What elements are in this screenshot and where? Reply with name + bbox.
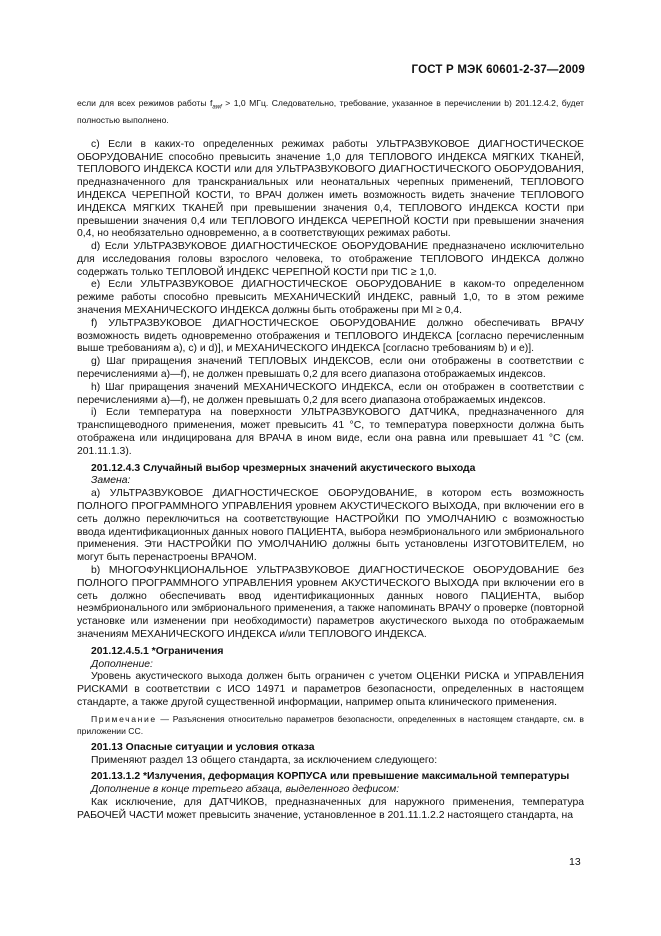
intro-continuation: [77, 97, 584, 127]
note-text: — Разъяснения относительно параметров безопасности, определенных в настоящем стандарте, см. в приложении СС.: [77, 713, 584, 736]
document-header: ГОСТ Р МЭК 60601-2-37—2009: [411, 64, 585, 76]
page-number: 13: [569, 856, 581, 868]
addition-end-label: Дополнение в конце третьего абзаца, выделенного дефисом:: [91, 784, 400, 796]
note-label: Примечание: [91, 713, 157, 724]
s12451-text: Уровень акустического выхода должен быть ограничен с учетом ОЦЕНКИ РИСКА и УПРАВЛЕНИЯ РИСКАМИ в соответствии с ИСО 14971 и параметров безопасности, определенных в настоящем стандарте, а также другой существенной информации, например опыта клинического применения.: [77, 671, 584, 708]
section-heading-201-12-4-5-1: 201.12.4.5.1 *Ограничения: [91, 645, 224, 657]
intro-post: > 1,0 МГц. Следовательно, требование, указанное в перечислении b) 201.12.4.2, будет полностью выполнено.: [77, 98, 584, 126]
section-heading-201-12-4-3: 201.12.4.3 Случайный выбор чрезмерных значений акустического выхода: [91, 462, 476, 474]
item-d: d) Если УЛЬТРАЗВУКОВОЕ ДИАГНОСТИЧЕСКОЕ ОБОРУДОВАНИЕ предназначено исключительно для исследования головы взрослого человека, то отображение ТЕПЛОВОГО ИНДЕКСА должно содержать только ТЕПЛОВОЙ ИНДЕКС ЧЕРЕПНОЙ КОСТИ при TIC ≥ 1,0.: [77, 241, 584, 278]
item-g: g) Шаг приращения значений ТЕПЛОВЫХ ИНДЕКСОВ, если они отображены в соответствии с перечислениями a)—f), не должен превышать 0,2 для всего диапазона отображаемых индексов.: [77, 356, 584, 381]
replacement-label: Замена:: [91, 475, 131, 487]
section-heading-201-13-1-2: 201.13.1.2 *Излучения, деформация КОРПУСА или превышение максимальной температуры: [91, 771, 570, 783]
item-i: i) Если температура на поверхности УЛЬТРАЗВУКОВОГО ДАТЧИКА, предназначенного для транспищеводного применения, может превысить 41 °С, то температура поверхности должна быть отображена или индицирована для ВРАЧА в ином виде, если она равна или превышает 41 °С (см. 201.11.1.3).: [77, 407, 584, 457]
item-f: f) УЛЬТРАЗВУКОВОЕ ДИАГНОСТИЧЕСКОЕ ОБОРУДОВАНИЕ должно обеспечивать ВРАЧУ возможность видеть одновременно отображения и ТЕПЛОВОГО ИНДЕКСА [согласно перечисленным выше требованиям a), c) и d)], и МЕХАНИЧЕСКОГО ИНДЕКСА [согласно требованиям b) и e)].: [77, 317, 584, 355]
item-e: e) Если УЛЬТРАЗВУКОВОЕ ДИАГНОСТИЧЕСКОЕ ОБОРУДОВАНИЕ в каком-то определенном режиме работы способно превысить МЕХАНИЧЕСКИЙ ИНДЕКС, равный 1,0, то в этом режиме значения МЕХАНИЧЕСКОГО ИНДЕКСА должны быть отображены при MI ≥ 0,4.: [77, 279, 584, 317]
intro-pre: если для всех режимов работы f: [77, 98, 213, 108]
page-content: [77, 97, 584, 823]
intro-sub: awf: [212, 104, 222, 111]
addition-label: Дополнение:: [91, 658, 153, 670]
item-c: c) Если в каких-то определенных режимах работы УЛЬТРАЗВУКОВОЕ ДИАГНОСТИЧЕСКОЕ ОБОРУДОВАНИЕ способно превысить значение 1,0 для ТЕПЛОВОГО ИНДЕКСА МЯГКИХ ТКАНЕЙ, ТЕПЛОВОГО ИНДЕКСА КОСТИ или для УЛЬТРАЗВУКОВОГО ДИАГНОСТИЧЕСКОГО ОБОРУДОВАНИЯ, предназначенного для транскраниальных или неонатальных черепных применений, ТЕПЛОВОГО ИНДЕКСА ЧЕРЕПНОЙ КОСТИ, то ВРАЧ должен иметь возможность видеть значение ТЕПЛОВОГО ИНДЕКСА МЯГКИХ ТКАНЕЙ при превышении значения 0,4, ТЕПЛОВОГО ИНДЕКСА КОСТИ при превышении значения 0,4 или ТЕПЛОВОГО ИНДЕКСА ЧЕРЕПНОЙ КОСТИ при превышении значения 0,4, но необязательно одновременно, а в соответствующих режимах работы.: [77, 138, 584, 240]
s1243-item-b: b) МНОГОФУНКЦИОНАЛЬНОЕ УЛЬТРАЗВУКОВОЕ ДИАГНОСТИЧЕСКОЕ ОБОРУДОВАНИЕ без ПОЛНОГО ПРОГРАММНОГО УПРАВЛЕНИЯ уровнем АКУСТИЧЕСКОГО ВЫХОДА при включении его в сеть должно обеспечивать ввод идентификационных данных нового ПАЦИЕНТА, выбор неэмбрионального или эмбрионального применения, а также напоминать ВРАЧУ о проверке (повторной установке или изменении при необходимости) параметров акустического выхода по отображаемым значениям МЕХАНИЧЕСКОГО ИНДЕКСА и/или ТЕПЛОВОГО ИНДЕКСА.: [77, 565, 584, 640]
s1243-item-a: a) УЛЬТРАЗВУКОВОЕ ДИАГНОСТИЧЕСКОЕ ОБОРУДОВАНИЕ, в котором есть возможность ПОЛНОГО ПРОГРАММНОГО УПРАВЛЕНИЯ уровнем АКУСТИЧЕСКОГО ВЫХОДА, при включении его в сеть должно переключиться на соответствующие НАСТРОЙКИ ПО УМОЛЧАНИЮ с возможностью ввода идентификационных данных нового ПАЦИЕНТА, выбора неэмбрионального или эмбрионального применения. Эти НАСТРОЙКИ ПО УМОЛЧАНИЮ должны быть установлены ИЗГОТОВИТЕЛЕМ, но могут быть перенастроены ВРАЧОМ.: [77, 488, 584, 564]
s201132-text: Как исключение, для ДАТЧИКОВ, предназначенных для наружного применения, температура РАБОЧЕЙ ЧАСТИ может превысить значение, установленное в 201.11.1.2.2 настоящего стандарта, на: [77, 796, 584, 821]
note: [77, 713, 584, 737]
s20113-text: Применяют раздел 13 общего стандарта, за исключением следующего:: [91, 754, 438, 766]
section-heading-201-13: 201.13 Опасные ситуации и условия отказа: [91, 741, 315, 753]
item-h: h) Шаг приращения значений МЕХАНИЧЕСКОГО ИНДЕКСА, если он отображен в соответствии с перечислениями a)—f), не должен превышать 0,2 для всего диапазона отображаемых индексов.: [77, 381, 584, 406]
